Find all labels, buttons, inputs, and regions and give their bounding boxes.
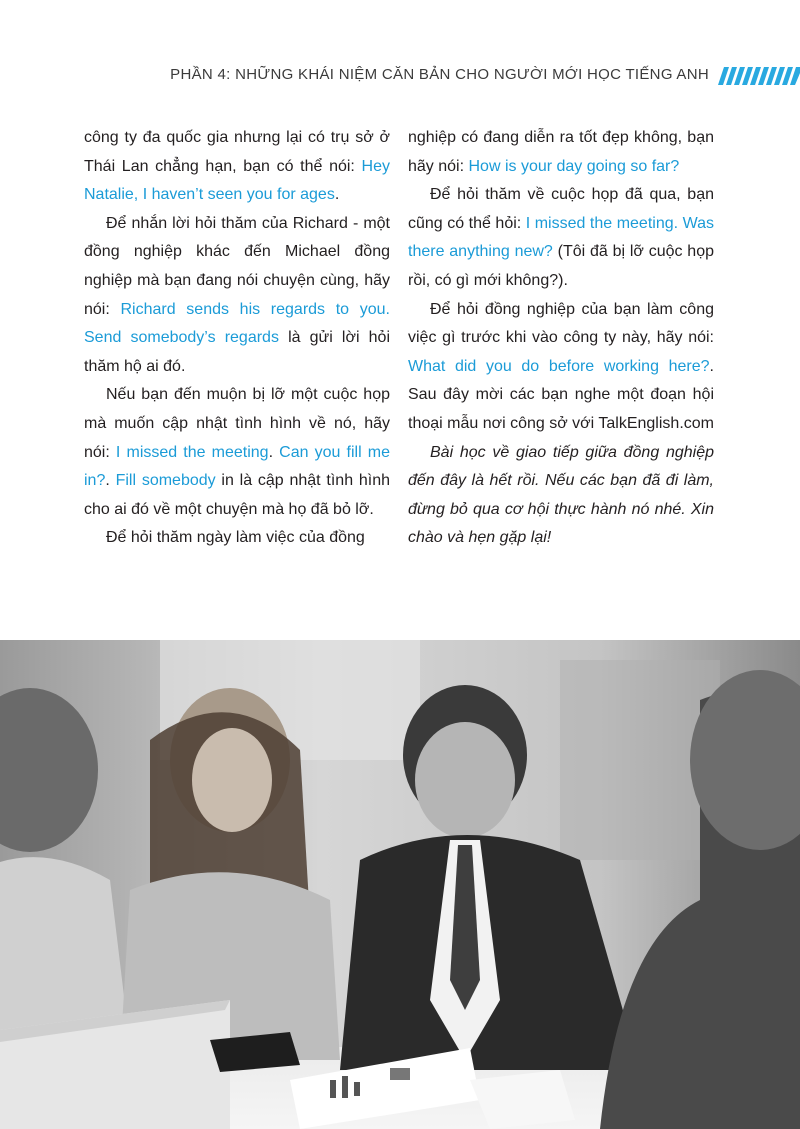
example-phrase: Richard sends his regards to you. Send somebody’s regards xyxy=(84,300,390,347)
paragraph: Để nhắn lời hỏi thăm của Richard - một đồng nghiệp khác đến Michael đồng nghiệp mà bạn đang nói chuyện cùng, hãy nói: Richard sends his regards to you. Send somebody’s regards là gửi lời hỏi thăm hộ ai đó. xyxy=(84,214,391,375)
example-phrase: Fill somebody xyxy=(115,472,216,490)
example-phrase: I missed the meeting xyxy=(115,443,269,461)
decorative-stripes xyxy=(718,67,800,85)
example-phrase: How is your day going so far? xyxy=(468,157,680,175)
paragraph: công ty đa quốc gia nhưng lại có trụ sở ở Thái Lan chẳng hạn, bạn có thể nói: Hey Natalie, I haven’t seen you for ages. xyxy=(84,129,390,204)
example-phrase: I missed the meeting. Was there anything new? xyxy=(408,214,714,261)
business-meeting-photo xyxy=(0,640,800,1129)
right-column xyxy=(408,124,714,553)
example-phrase: What did you do before working here? xyxy=(408,357,710,375)
closing-paragraph: Bài học về giao tiếp giữa đồng nghiệp đến đây là hết rồi. Nếu các bạn đã đi làm, đừng bỏ qua cơ hội thực hành nó nhé. Xin chào và hẹn gặp lại! xyxy=(408,443,714,547)
left-column xyxy=(84,124,390,553)
photo-illustration xyxy=(0,640,800,1129)
example-phrase: Hey Natalie, I haven’t seen you for ages xyxy=(84,157,390,204)
paragraph: Để hỏi thăm về cuộc họp đã qua, bạn cũng có thể hỏi: I missed the meeting. Was there anything new? (Tôi đã bị lỡ cuộc họp rồi, có gì mới không?). xyxy=(408,186,714,289)
paragraph: Nếu bạn đến muộn bị lỡ một cuộc họp mà muốn cập nhật tình hình về nó, hãy nói: I missed the meeting. Can you fill me in?. Fill somebody in là cập nhật tình hình cho ai đó về một chuyện mà họ đã bỏ lỡ. xyxy=(84,386,391,518)
example-phrase: Can you fill me in? xyxy=(84,443,391,490)
paragraph: nghiệp có đang diễn ra tốt đẹp không, bạn hãy nói: How is your day going so far? xyxy=(408,129,714,175)
running-header xyxy=(0,64,800,90)
paragraph: Để hỏi thăm ngày làm việc của đồng xyxy=(106,529,365,547)
paragraph: Để hỏi đồng nghiệp của bạn làm công việc gì trước khi vào công ty này, hãy nói: What did you do before working here?. Sau đây mời các bạn nghe một đoạn hội thoại mẫu nơi công sở với TalkEnglish.com xyxy=(408,300,714,432)
chapter-title: PHẦN 4: NHỮNG KHÁI NIỆM CĂN BẢN CHO NGƯỜI MỚI HỌC TIẾNG ANH xyxy=(170,66,709,83)
